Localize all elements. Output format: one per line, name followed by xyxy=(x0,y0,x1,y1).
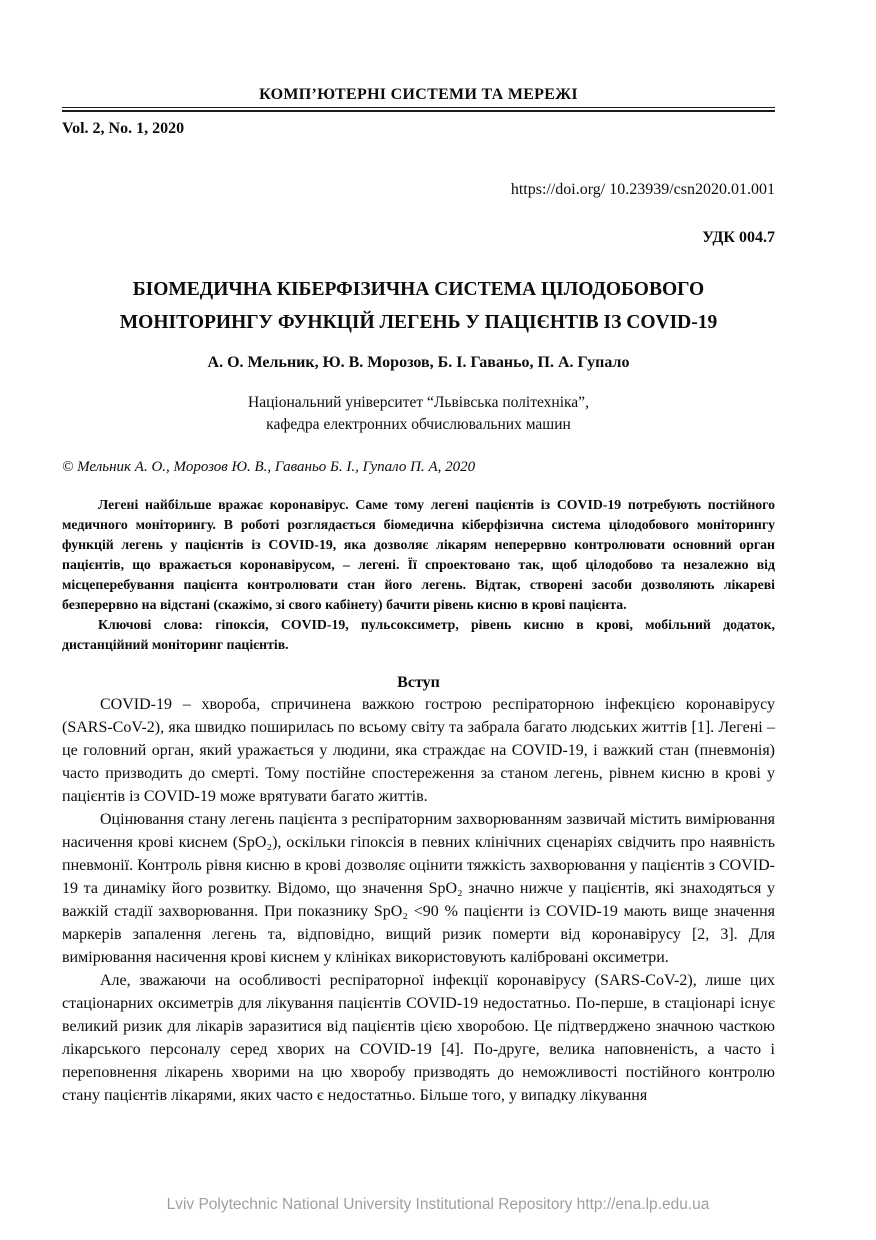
introduction-body xyxy=(62,693,775,1107)
affiliation-university: Національний університет “Львівська політехніка”, xyxy=(248,393,589,411)
section-heading-intro: Вступ xyxy=(397,673,440,691)
affiliation-department: кафедра електронних обчислювальних машин xyxy=(266,415,571,433)
volume-issue-line: Vol. 2, No. 1, 2020 xyxy=(62,119,185,137)
page-content xyxy=(62,0,775,1107)
intro-paragraph-1: COVID-19 – хвороба, спричинена важкою гострою респіраторною інфекцією коронавірусу (SARS-CoV-2), яка швидко поширилась по всьому світу та забрала багато людських життів [1]. Легені – це головний орган, який уражається у людини, яка страждає на COVID-19, і важкий стан (пневмонія) часто призводить до смерті. Тому постійне спостереження за станом легень, рівнем кисню в крові у пацієнтів із COVID-19 може врятувати багато життів. xyxy=(62,695,775,805)
abstract-block xyxy=(62,495,775,655)
copyright-line: © Мельник А. О., Морозов Ю. В., Гаваньо Б. І., Гупало П. А, 2020 xyxy=(62,458,476,475)
article-title: БІОМЕДИЧНА КІБЕРФІЗИЧНА СИСТЕМА ЦІЛОДОБОВОГО МОНІТОРИНГУ ФУНКЦІЙ ЛЕГЕНЬ У ПАЦІЄНТІВ ІЗ COVID-19 xyxy=(119,278,718,333)
affiliation xyxy=(62,392,775,436)
doi-line: https://doi.org/ 10.23939/csn2020.01.001 xyxy=(510,180,775,198)
udc-line: УДК 004.7 xyxy=(702,228,775,246)
journal-title: КОМП’ЮТЕРНІ СИСТЕМИ ТА МЕРЕЖІ xyxy=(259,86,578,103)
repository-footer: Lviv Polytechnic National University Institutional Repository http://ena.lp.edu.ua xyxy=(166,1196,710,1213)
intro-paragraph-2: Оцінювання стану легень пацієнта з респіраторним захворюванням зазвичай містить вимірювання насичення крові киснем (SpO₂), оскільки гіпоксія в певних клінічних сценаріях свідчить про наявність пневмонії. Контроль рівня кисню в крові дозволяє оцінити тяжкість захворювання у пацієнтів з COVID-19 та динаміку його розвитку. Відомо, що значення SpO₂ значно нижче у пацієнтів, які знаходяться у важкій стадії захворювання. При показнику SpO₂ <90 % пацієнти із COVID-19 мають вище значення маркерів запалення легень та, відповідно, вищий ризик померти від коронавірусу [2, 3]. Для вимірювання насичення крові киснем у клініках використовують калібровані оксиметри. xyxy=(62,810,775,966)
abstract-text: Легені найбільше вражає коронавірус. Саме тому легені пацієнтів із COVID-19 потребують постійного медичного моніторингу. В роботі розглядається біомедична кіберфізична система цілодобового моніторингу функцій легень у пацієнтів із COVID-19, яка дозволяє лікарям неперервно контролювати основний орган пацієнтів, що вражається коронавірусом, – легені. Її спроектовано так, щоб цілодобово та незалежно від місцеперебування пацієнта контролювати стан його легень. Відтак, створені засоби дозволяють лікареві безперервно на відстані (скажімо, зі свого кабінету) бачити рівень кисню в крові пацієнта. xyxy=(62,496,775,612)
header-double-rule xyxy=(62,107,775,112)
intro-paragraph-3: Але, зважаючи на особливості респіраторної інфекції коронавірусу (SARS-CoV-2), лише цих стаціонарних оксиметрів для лікування пацієнтів COVID-19 недостатньо. По-перше, в стаціонарі існує великий ризик для лікарів заразитися від пацієнтів цією хворобою. Це підтверджено значною часткою лікарського персоналу серед хворих на COVID-19 [4]. По-друге, велика наповненість, а часто і переповнення лікарень хворими на цю хворобу призводять до неможливості постійного контролю стану пацієнтів лікарями, яких часто є недостатньо. Більше того, у випадку лікування xyxy=(62,971,775,1104)
keywords-text: Ключові слова: гіпоксія, COVID-19, пульсоксиметр, рівень кисню в крові, мобільний додаток, дистанційний моніторинг пацієнтів. xyxy=(62,616,775,652)
authors-line: А. О. Мельник, Ю. В. Морозов, Б. І. Гаваньо, П. А. Гупало xyxy=(207,353,630,371)
